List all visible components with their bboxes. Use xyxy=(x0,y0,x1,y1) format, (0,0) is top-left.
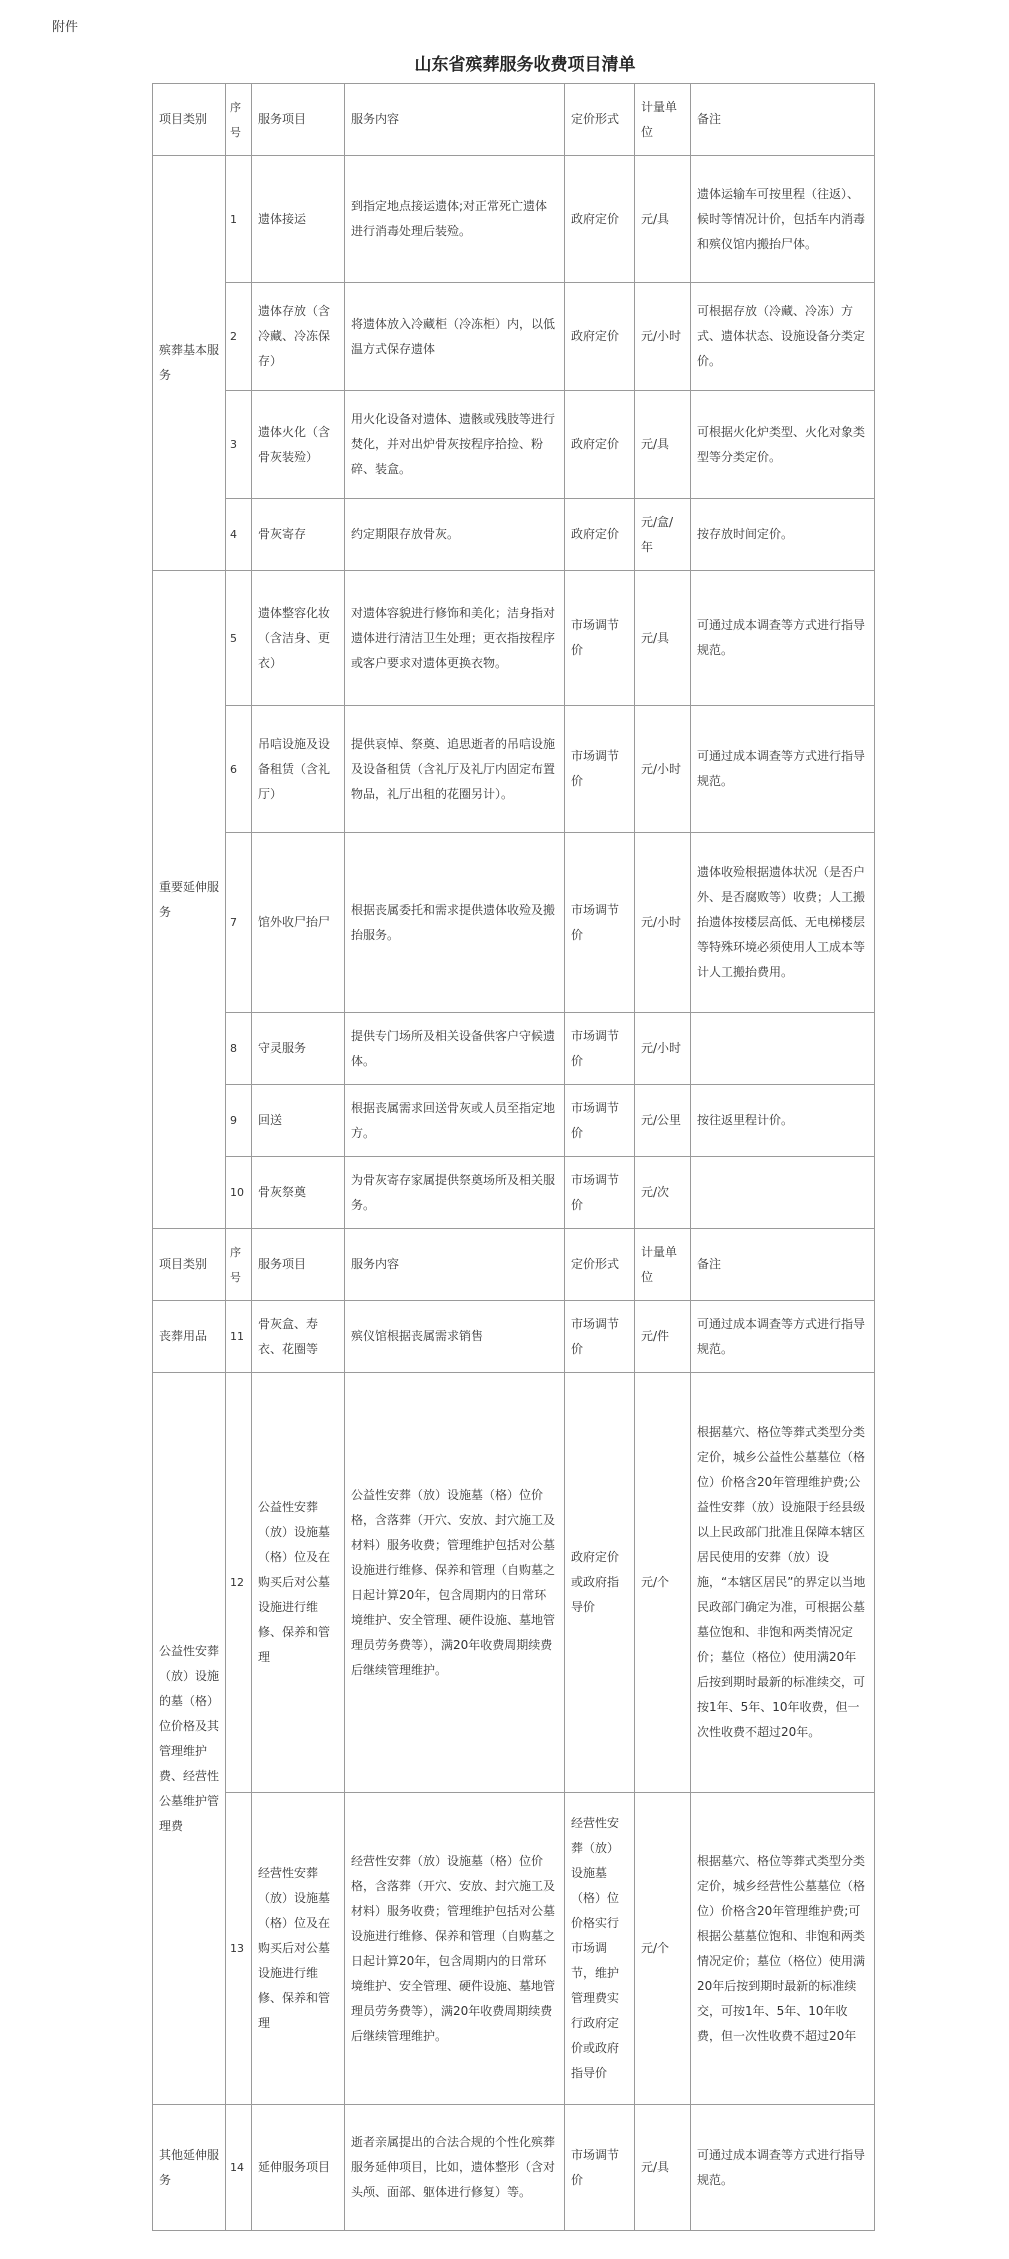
pricing-cell: 政府定价 xyxy=(565,156,635,283)
category-cell: 丧葬用品 xyxy=(153,1301,226,1373)
table-row xyxy=(153,1157,875,1229)
pricing-cell: 市场调节价 xyxy=(565,833,635,1013)
seq-cell: 14 xyxy=(226,2105,252,2231)
content-cell: 约定期限存放骨灰。 xyxy=(345,499,565,571)
pricing-cell: 政府定价 xyxy=(565,391,635,499)
header-category: 项目类别 xyxy=(153,84,226,156)
header-note: 备注 xyxy=(691,84,875,156)
header-category: 项目类别 xyxy=(153,1229,226,1301)
unit-cell: 元/小时 xyxy=(635,283,691,391)
seq-cell: 11 xyxy=(226,1301,252,1373)
content-cell: 根据丧属需求回送骨灰或人员至指定地方。 xyxy=(345,1085,565,1157)
table-row xyxy=(153,1085,875,1157)
unit-cell: 元/个 xyxy=(635,1373,691,1793)
header-content: 服务内容 xyxy=(345,1229,565,1301)
table-row xyxy=(153,283,875,391)
header-note: 备注 xyxy=(691,1229,875,1301)
seq-cell: 5 xyxy=(226,571,252,706)
content-cell: 公益性安葬（放）设施墓（格）位价格，含落葬（开穴、安放、封穴施工及材料）服务收费；管理维护包括对公墓设施进行维修、保养和管理（自购墓之日起计算20年，包含周期内的日常环境维护、安全管理、硬件设施、墓地管理员劳务费等），满20年收费周期续费后继续管理维护。 xyxy=(345,1373,565,1793)
unit-cell: 元/具 xyxy=(635,391,691,499)
attachment-label: 附件 xyxy=(52,20,79,35)
content-cell: 提供专门场所及相关设备供客户守候遗体。 xyxy=(345,1013,565,1085)
item-cell: 延伸服务项目 xyxy=(252,2105,345,2231)
header-item: 服务项目 xyxy=(252,1229,345,1301)
note-cell: 可通过成本调查等方式进行指导规范。 xyxy=(691,706,875,833)
content-cell: 提供哀悼、祭奠、追思逝者的吊唁设施及设备租赁（含礼厅及礼厅内固定布置物品，礼厅出租的花圈另计）。 xyxy=(345,706,565,833)
category-cell: 殡葬基本服务 xyxy=(153,156,226,571)
content-cell: 将遗体放入冷藏柜（冷冻柜）内，以低温方式保存遗体 xyxy=(345,283,565,391)
seq-cell: 10 xyxy=(226,1157,252,1229)
content-cell: 经营性安葬（放）设施墓（格）位价格，含落葬（开穴、安放、封穴施工及材料）服务收费；管理维护包括对公墓设施进行维修、保养和管理（自购墓之日起计算20年，包含周期内的日常环境维护、安全管理、硬件设施、墓地管理员劳务费等），满20年收费周期续费后继续管理维护。 xyxy=(345,1793,565,2105)
pricing-cell: 政府定价 xyxy=(565,283,635,391)
note-cell: 按往返里程计价。 xyxy=(691,1085,875,1157)
content-cell: 逝者亲属提出的合法合规的个性化殡葬服务延伸项目，比如，遗体整形（含对头颅、面部、躯体进行修复）等。 xyxy=(345,2105,565,2231)
note-cell: 根据墓穴、格位等葬式类型分类定价，城乡公益性公墓墓位（格位）价格含20年管理维护费;公益性安葬（放）设施限于经县级以上民政部门批准且保障本辖区居民使用的安葬（放）设施，“本辖区居民”的界定以当地民政部门确定为准，可根据公墓墓位饱和、非饱和两类情况定价；墓位（格位）使用满20年后按到期时最新的标准续交，可按1年、5年、10年收费，但一次性收费不超过20年。 xyxy=(691,1373,875,1793)
table-row xyxy=(153,1373,875,1793)
note-cell: 遗体收殓根据遗体状况（是否户外、是否腐败等）收费；人工搬抬遗体按楼层高低、无电梯楼层等特殊环境必须使用人工成本等计人工搬抬费用。 xyxy=(691,833,875,1013)
unit-cell: 元/小时 xyxy=(635,706,691,833)
note-cell: 遗体运输车可按里程（往返）、候时等情况计价，包括车内消毒和殡仪馆内搬抬尸体。 xyxy=(691,156,875,283)
table-row xyxy=(153,1793,875,2105)
table-row xyxy=(153,2105,875,2231)
item-cell: 遗体火化（含骨灰装殓） xyxy=(252,391,345,499)
note-cell: 可通过成本调查等方式进行指导规范。 xyxy=(691,1301,875,1373)
note-cell xyxy=(691,1013,875,1085)
table-row xyxy=(153,391,875,499)
note-cell: 可根据存放（冷藏、冷冻）方式、遗体状态、设施设备分类定价。 xyxy=(691,283,875,391)
fee-table xyxy=(152,83,875,2231)
category-cell: 其他延伸服务 xyxy=(153,2105,226,2231)
header-seq: 序号 xyxy=(226,84,252,156)
content-cell: 根据丧属委托和需求提供遗体收殓及搬抬服务。 xyxy=(345,833,565,1013)
header-unit: 计量单位 xyxy=(635,84,691,156)
seq-cell: 4 xyxy=(226,499,252,571)
category-cell: 重要延伸服务 xyxy=(153,571,226,1229)
seq-cell: 8 xyxy=(226,1013,252,1085)
seq-cell: 6 xyxy=(226,706,252,833)
item-cell: 经营性安葬（放）设施墓（格）位及在购买后对公墓设施进行维修、保养和管理 xyxy=(252,1793,345,2105)
pricing-cell: 市场调节价 xyxy=(565,1013,635,1085)
note-cell: 可通过成本调查等方式进行指导规范。 xyxy=(691,2105,875,2231)
item-cell: 吊唁设施及设备租赁（含礼厅） xyxy=(252,706,345,833)
unit-cell: 元/具 xyxy=(635,2105,691,2231)
pricing-cell: 政府定价 xyxy=(565,499,635,571)
pricing-cell: 政府定价或政府指导价 xyxy=(565,1373,635,1793)
header-seq: 序号 xyxy=(226,1229,252,1301)
seq-cell: 1 xyxy=(226,156,252,283)
header-content: 服务内容 xyxy=(345,84,565,156)
pricing-cell: 市场调节价 xyxy=(565,2105,635,2231)
unit-cell: 元/盒/年 xyxy=(635,499,691,571)
header-item: 服务项目 xyxy=(252,84,345,156)
unit-cell: 元/小时 xyxy=(635,1013,691,1085)
item-cell: 骨灰祭奠 xyxy=(252,1157,345,1229)
pricing-cell: 市场调节价 xyxy=(565,706,635,833)
note-cell: 按存放时间定价。 xyxy=(691,499,875,571)
content-cell: 对遗体容貌进行修饰和美化；洁身指对遗体进行清洁卫生处理；更衣指按程序或客户要求对遗体更换衣物。 xyxy=(345,571,565,706)
content-cell: 用火化设备对遗体、遗骸或残肢等进行焚化，并对出炉骨灰按程序拾捡、粉碎、装盒。 xyxy=(345,391,565,499)
content-cell: 殡仪馆根据丧属需求销售 xyxy=(345,1301,565,1373)
category-cell: 公益性安葬（放）设施的墓（格）位价格及其管理维护费、经营性公墓维护管理费 xyxy=(153,1373,226,2105)
pricing-cell: 市场调节价 xyxy=(565,571,635,706)
pricing-cell: 市场调节价 xyxy=(565,1301,635,1373)
seq-cell: 2 xyxy=(226,283,252,391)
pricing-cell: 市场调节价 xyxy=(565,1157,635,1229)
seq-cell: 7 xyxy=(226,833,252,1013)
pricing-cell: 经营性安葬（放）设施墓（格）位价格实行市场调节，维护管理费实行政府定价或政府指导价 xyxy=(565,1793,635,2105)
item-cell: 守灵服务 xyxy=(252,1013,345,1085)
note-cell: 可根据火化炉类型、火化对象类型等分类定价。 xyxy=(691,391,875,499)
unit-cell: 元/次 xyxy=(635,1157,691,1229)
note-cell xyxy=(691,1157,875,1229)
table-row xyxy=(153,706,875,833)
table-row xyxy=(153,1013,875,1085)
item-cell: 骨灰盒、寿衣、花圈等 xyxy=(252,1301,345,1373)
item-cell: 遗体接运 xyxy=(252,156,345,283)
content-cell: 为骨灰寄存家属提供祭奠场所及相关服务。 xyxy=(345,1157,565,1229)
table-row xyxy=(153,156,875,283)
item-cell: 遗体存放（含冷藏、冷冻保存） xyxy=(252,283,345,391)
table-row xyxy=(153,833,875,1013)
note-cell: 可通过成本调查等方式进行指导规范。 xyxy=(691,571,875,706)
table-row xyxy=(153,1301,875,1373)
table-header-row xyxy=(153,1229,875,1301)
seq-cell: 13 xyxy=(226,1793,252,2105)
unit-cell: 元/具 xyxy=(635,571,691,706)
header-unit: 计量单位 xyxy=(635,1229,691,1301)
item-cell: 骨灰寄存 xyxy=(252,499,345,571)
header-pricing: 定价形式 xyxy=(565,84,635,156)
table-row xyxy=(153,571,875,706)
table-header-row xyxy=(153,84,875,156)
item-cell: 公益性安葬（放）设施墓（格）位及在购买后对公墓设施进行维修、保养和管理 xyxy=(252,1373,345,1793)
seq-cell: 3 xyxy=(226,391,252,499)
seq-cell: 12 xyxy=(226,1373,252,1793)
unit-cell: 元/公里 xyxy=(635,1085,691,1157)
item-cell: 遗体整容化妆（含洁身、更衣） xyxy=(252,571,345,706)
unit-cell: 元/小时 xyxy=(635,833,691,1013)
item-cell: 回送 xyxy=(252,1085,345,1157)
seq-cell: 9 xyxy=(226,1085,252,1157)
unit-cell: 元/具 xyxy=(635,156,691,283)
table-row xyxy=(153,499,875,571)
unit-cell: 元/个 xyxy=(635,1793,691,2105)
note-cell: 根据墓穴、格位等葬式类型分类定价，城乡经营性公墓墓位（格位）价格含20年管理维护费;可根据公墓墓位饱和、非饱和两类情况定价；墓位（格位）使用满20年后按到期时最新的标准续交，可按1年、5年、10年收费，但一次性收费不超过20年 xyxy=(691,1793,875,2105)
page-title: 山东省殡葬服务收费项目清单 xyxy=(414,55,636,75)
header-pricing: 定价形式 xyxy=(565,1229,635,1301)
pricing-cell: 市场调节价 xyxy=(565,1085,635,1157)
content-cell: 到指定地点接运遗体;对正常死亡遗体进行消毒处理后装殓。 xyxy=(345,156,565,283)
item-cell: 馆外收尸抬尸 xyxy=(252,833,345,1013)
unit-cell: 元/件 xyxy=(635,1301,691,1373)
